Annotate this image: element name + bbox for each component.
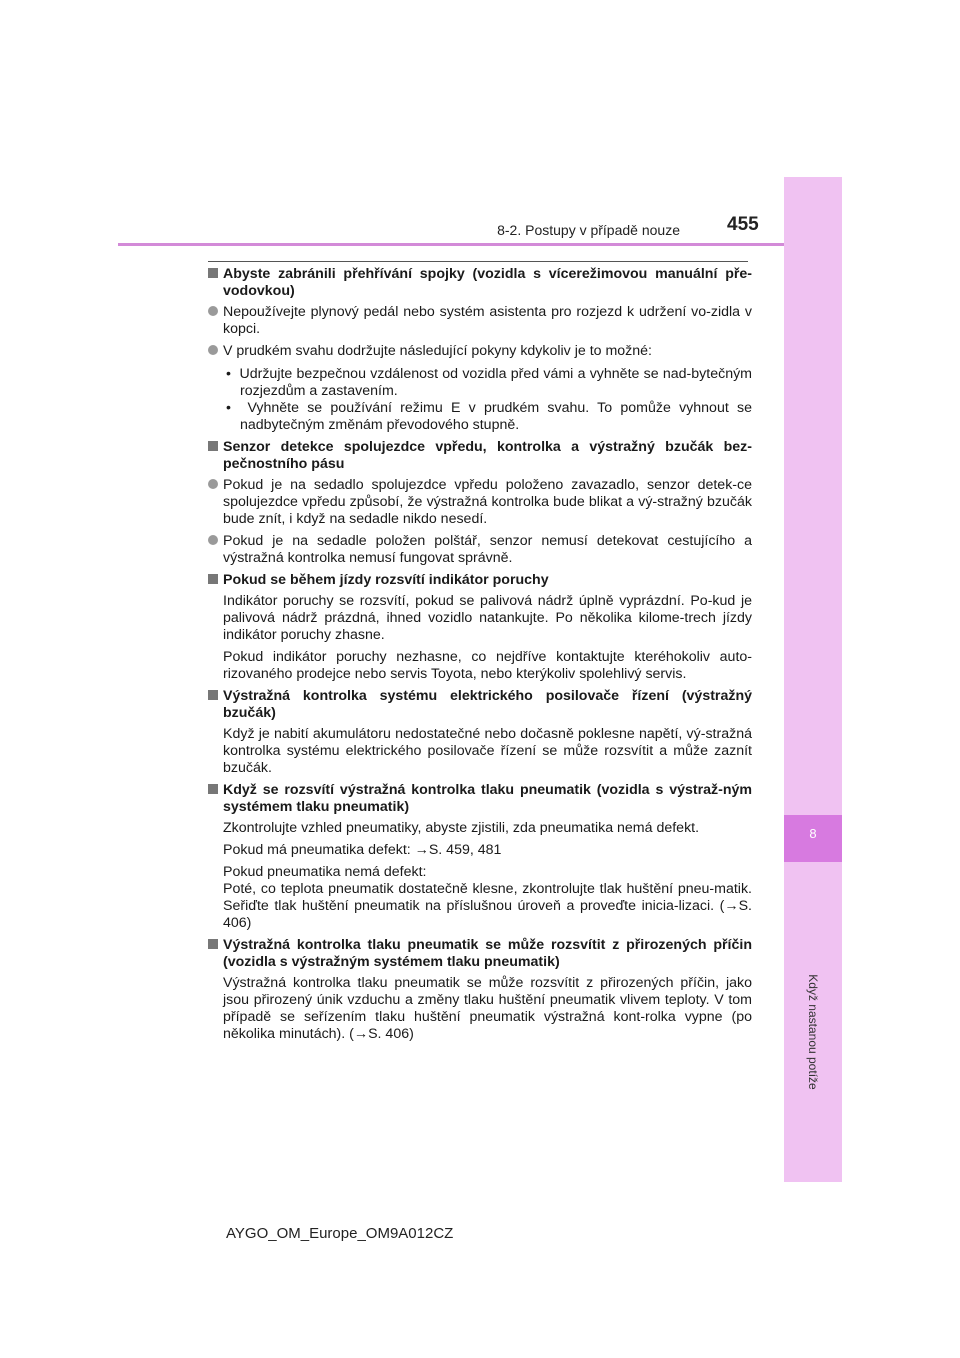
header-rule xyxy=(118,243,784,246)
round-bullet-icon xyxy=(208,306,218,316)
bullet-item: Pokud je na sedadle položen polštář, senzor nemusí detekovat cestujícího a výstražná kontrolka nemusí fungovat správně. xyxy=(208,533,752,567)
chapter-title: Když nastanou potíže xyxy=(806,974,820,1090)
footer-doc-code: AYGO_OM_Europe_OM9A012CZ xyxy=(226,1225,454,1242)
round-bullet-icon xyxy=(208,479,218,489)
heading-tire-pressure-natural-causes: Výstražná kontrolka tlaku pneumatik se může rozsvítit z přirozených příčin (vozidla s výstražným systémem tlaku pneumatik) xyxy=(208,937,752,971)
section-title: 8-2. Postupy v případě nouze xyxy=(497,222,680,238)
paragraph: Pokud indikátor poruchy nezhasne, co nejdříve kontaktujte kteréhokoliv auto-rizovaného prodejce nebo servis Toyota, nebo kterýkoliv spolehlivý servis. xyxy=(223,649,752,682)
round-bullet-icon xyxy=(208,345,218,355)
square-bullet-icon xyxy=(208,690,218,700)
paragraph: Když je nabití akumulátoru nedostatečné nebo dočasně poklesne napětí, vý-stražná kontrolka systému elektrického posilovače řízení se může rozsvítit a může zaznít bzučák. xyxy=(223,726,752,776)
heading-tire-pressure-light: Když se rozsvítí výstražná kontrolka tlaku pneumatik (vozidla s výstraž-ným systémem tlaku pneumatik) xyxy=(208,782,752,816)
page-number: 455 xyxy=(727,214,759,235)
chapter-number: 8 xyxy=(809,826,817,841)
content-rule xyxy=(208,261,748,262)
paragraph: Výstražná kontrolka tlaku pneumatik se může rozsvítit z přirozených příčin, jako jsou přirozený únik vzduchu a změny tlaku huštění pneumatik vlivem teploty. V tom případě se seřízením tlaku huštění pneumatik výstražná kont-rolka vypne (po několika minutách). (→S. 406) xyxy=(223,975,752,1042)
sub-bullet-item: • Vyhněte se používání režimu E v prudkém svahu. To pomůže vyhnout se nadbytečným změnám převodového stupně. xyxy=(226,400,752,433)
paragraph: Indikátor poruchy se rozsvítí, pokud se palivová nádrž úplně vyprázdní. Po-kud je palivová nádrž prázdná, ihned vozidlo natankujte. Po několika kilome-trech jízdy indikátor poruchy zhasne. xyxy=(223,593,752,643)
paragraph: Pokud má pneumatika defekt: →S. 459, 481 xyxy=(223,842,502,858)
square-bullet-icon xyxy=(208,268,218,278)
paragraph: Pokud pneumatika nemá defekt: Poté, co teplota pneumatik dostatečně klesne, zkontrolujte tlak huštění pneu-matik. Seřiďte tlak huštění pneumatik na příslušnou úroveň a proveďte inicia-lizaci. (→S. 406) xyxy=(223,864,752,931)
heading-passenger-sensor: Senzor detekce spolujezdce vpředu, kontrolka a výstražný bzučák bez-pečnostního pásu xyxy=(208,439,752,473)
bullet-item: Pokud je na sedadlo spolujezdce vpředu položeno zavazadlo, senzor detek-ce spolujezdce vpředu způsobí, že výstražná kontrolka bude blikat a vý-stražný bzučák bude znít, i když na sedadle nikdo nesedí. xyxy=(208,477,752,528)
square-bullet-icon xyxy=(208,441,218,451)
square-bullet-icon xyxy=(208,784,218,794)
sub-bullet-item: • Udržujte bezpečnou vzdálenost od vozidla před vámi a vyhněte se nad-bytečným rozjezdům a zastavením. xyxy=(226,366,752,399)
square-bullet-icon xyxy=(208,574,218,584)
heading-power-steering: Výstražná kontrolka systému elektrického posilovače řízení (výstražný bzučák) xyxy=(208,688,752,722)
heading-malfunction-indicator: Pokud se během jízdy rozsvítí indikátor poruchy xyxy=(208,572,752,589)
square-bullet-icon xyxy=(208,939,218,949)
bullet-item: V prudkém svahu dodržujte následující pokyny kdykoliv je to možné: xyxy=(208,343,752,360)
round-bullet-icon xyxy=(208,535,218,545)
bullet-item: Nepoužívejte plynový pedál nebo systém asistenta pro rozjezd k udržení vo-zidla v kopci. xyxy=(208,304,752,338)
heading-clutch: Abyste zabránili přehřívání spojky (vozidla s vícerežimovou manuální pře-vodovkou) xyxy=(208,266,752,300)
paragraph: Zkontrolujte vzhled pneumatiky, abyste zjistili, zda pneumatika nemá defekt. xyxy=(223,820,700,836)
content xyxy=(208,266,752,1048)
